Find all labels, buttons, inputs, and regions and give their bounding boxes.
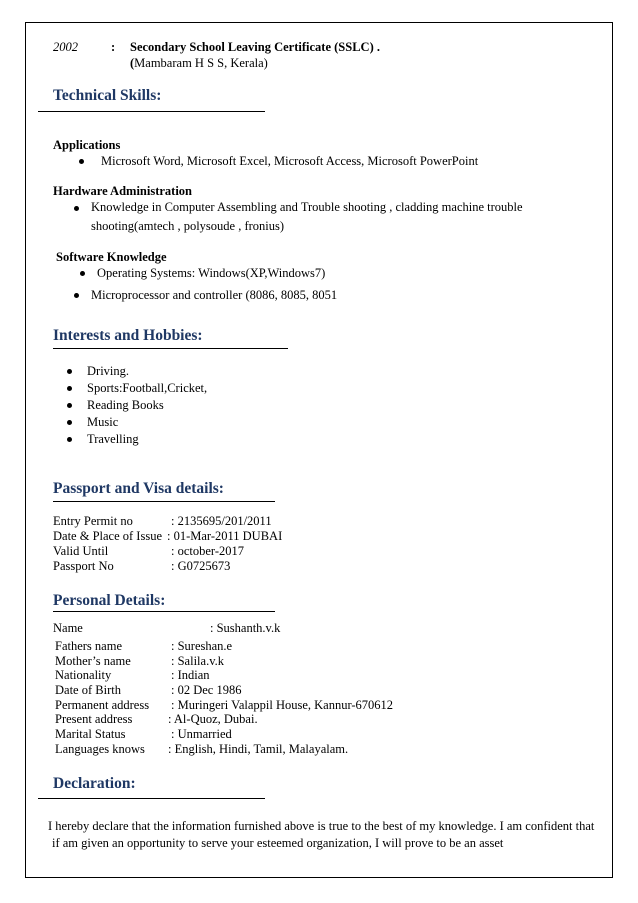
personal-label: Permanent address bbox=[55, 698, 150, 712]
personal-value: : Sureshan.e bbox=[171, 639, 233, 653]
education-year: 2002 bbox=[53, 40, 78, 54]
bullet-icon bbox=[67, 403, 72, 408]
passport-value: : october-2017 bbox=[171, 544, 244, 558]
personal-value: : Salila.v.k bbox=[171, 654, 225, 668]
passport-label: Valid Until bbox=[53, 544, 109, 558]
bullet-icon bbox=[79, 159, 84, 164]
bullet-icon bbox=[67, 386, 72, 391]
passport-label: Date & Place of Issue bbox=[53, 529, 162, 543]
passport-rule bbox=[53, 501, 275, 502]
software-item: Microprocessor and controller (8086, 8085, 8051 bbox=[91, 288, 338, 302]
personal-heading: Personal Details: bbox=[53, 592, 166, 609]
interest-item: Music bbox=[87, 415, 119, 429]
interest-item: Sports:Football,Cricket, bbox=[87, 381, 208, 395]
interest-item: Driving. bbox=[87, 364, 130, 378]
personal-value: : Muringeri Valappil House, Kannur-670612 bbox=[171, 698, 394, 712]
personal-value: : Indian bbox=[171, 668, 210, 682]
hardware-item-line2: shooting(amtech , polysoude , fronius) bbox=[91, 219, 285, 233]
personal-label: Nationality bbox=[55, 668, 112, 682]
education-title: Secondary School Leaving Certificate (SSLC) . bbox=[130, 40, 380, 54]
software-label: Software Knowledge bbox=[56, 250, 167, 264]
bullet-icon bbox=[67, 369, 72, 374]
education-colon: : bbox=[111, 40, 116, 54]
passport-heading: Passport and Visa details: bbox=[53, 480, 224, 497]
personal-label: Marital Status bbox=[55, 727, 126, 741]
bullet-icon bbox=[67, 420, 72, 425]
personal-value: : Al-Quoz, Dubai. bbox=[168, 712, 258, 726]
software-item: Operating Systems: Windows(XP,Windows7) bbox=[97, 266, 326, 280]
passport-value: : 2135695/201/2011 bbox=[171, 514, 272, 528]
personal-label: Mother’s name bbox=[55, 654, 131, 668]
applications-item: Microsoft Word, Microsoft Excel, Microsoft Access, Microsoft PowerPoint bbox=[101, 154, 479, 168]
bullet-icon bbox=[80, 271, 85, 276]
interests-rule bbox=[53, 348, 288, 349]
declaration-heading: Declaration: bbox=[53, 775, 136, 792]
personal-rule bbox=[53, 611, 275, 612]
personal-label: Languages knows bbox=[55, 742, 145, 756]
personal-label: Fathers name bbox=[55, 639, 122, 653]
passport-label: Passport No bbox=[53, 559, 114, 573]
name-value: : Sushanth.v.k bbox=[210, 621, 281, 635]
declaration-text-line1: I hereby declare that the information furnished above is true to the best of my knowledge. I am confident that bbox=[48, 819, 595, 833]
personal-value: : Unmarried bbox=[171, 727, 232, 741]
interest-item: Reading Books bbox=[87, 398, 164, 412]
passport-value: : 01-Mar-2011 DUBAI bbox=[167, 529, 283, 543]
personal-label: Present address bbox=[55, 712, 133, 726]
declaration-rule bbox=[38, 798, 265, 799]
interest-item: Travelling bbox=[87, 432, 139, 446]
interests-heading: Interests and Hobbies: bbox=[53, 327, 203, 344]
education-school: (Mambaram H S S, Kerala) bbox=[130, 56, 268, 70]
hardware-item-line1: Knowledge in Computer Assembling and Trouble shooting , cladding machine trouble bbox=[91, 200, 523, 214]
personal-value: : 02 Dec 1986 bbox=[171, 683, 242, 697]
personal-label: Date of Birth bbox=[55, 683, 121, 697]
passport-value: : G0725673 bbox=[171, 559, 231, 573]
hardware-label: Hardware Administration bbox=[53, 184, 193, 198]
bullet-icon bbox=[74, 293, 79, 298]
name-label: Name bbox=[53, 621, 83, 635]
technical-skills-rule bbox=[38, 111, 265, 112]
applications-label: Applications bbox=[53, 138, 121, 152]
personal-value: : English, Hindi, Tamil, Malayalam. bbox=[168, 742, 349, 756]
bullet-icon bbox=[67, 437, 72, 442]
bullet-icon bbox=[74, 206, 79, 211]
declaration-text-line2: if am given an opportunity to serve your esteemed organization, I will prove to be an asset bbox=[52, 836, 504, 850]
technical-skills-heading: Technical Skills: bbox=[53, 87, 162, 104]
passport-label: Entry Permit no bbox=[53, 514, 133, 528]
